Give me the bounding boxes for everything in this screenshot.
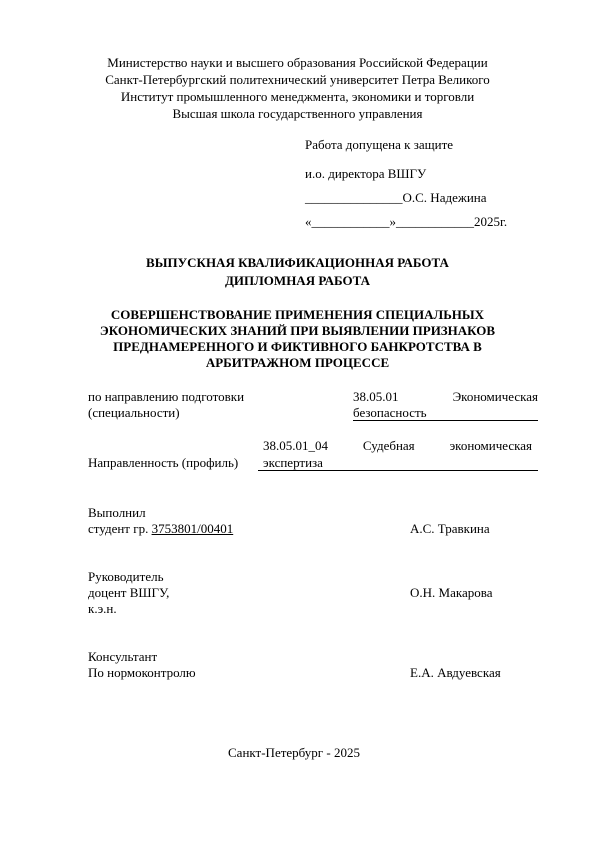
supervisor-role: Руководитель xyxy=(88,569,164,584)
direction-label-line2: (специальности) xyxy=(88,405,180,420)
direction-label-line1: по направлению подготовки xyxy=(88,389,245,404)
student-group-line xyxy=(88,521,233,537)
approval-signature-line xyxy=(305,190,487,206)
consultant-area: По нормоконтролю xyxy=(88,665,196,680)
date-day-blank: ____________ xyxy=(311,214,390,229)
university-line: Санкт-Петербургский политехнический университет Петра Великого xyxy=(105,72,490,87)
school-line: Высшая школа государственного управления xyxy=(172,106,423,121)
supervisor-degree: к.э.н. xyxy=(88,601,117,616)
date-close-quote: » xyxy=(389,214,396,229)
student-name: А.С. Травкина xyxy=(410,521,490,536)
direction-name-word1: Экономическая xyxy=(452,389,538,404)
thesis-title-line1: СОВЕРШЕНСТВОВАНИЕ ПРИМЕНЕНИЯ СПЕЦИАЛЬНЫХ xyxy=(110,307,485,322)
signature-blank: _______________ xyxy=(305,190,403,205)
work-type-line2: ДИПЛОМНАЯ РАБОТА xyxy=(224,273,371,288)
work-type-line1: ВЫПУСКНАЯ КВАЛИФИКАЦИОННАЯ РАБОТА xyxy=(146,255,449,270)
supervisor-name: О.Н. Макарова xyxy=(410,585,493,600)
approval-admitted: Работа допущена к защите xyxy=(305,137,454,152)
consultant-name: Е.А. Авдуевская xyxy=(410,665,501,680)
profile-underline xyxy=(258,470,538,471)
profile-name-word2: экономическая xyxy=(449,438,532,453)
profile-label: Направленность (профиль) xyxy=(88,455,239,470)
approval-date-line xyxy=(305,214,507,230)
direction-underline xyxy=(353,420,538,421)
student-group-number: 3753801/00401 xyxy=(151,521,234,536)
student-role: Выполнил xyxy=(88,505,146,520)
profile-code: 38.05.01_04 xyxy=(263,438,328,453)
city-year: Санкт-Петербург - 2025 xyxy=(228,745,360,760)
profile-name-word1: Судебная xyxy=(362,438,415,453)
institute-line: Институт промышленного менеджмента, экономики и торговли xyxy=(120,89,475,104)
direction-name-word2: безопасность xyxy=(353,405,427,420)
approval-position: и.о. директора ВШГУ xyxy=(305,166,427,181)
approval-signatory: О.С. Надежина xyxy=(402,190,487,205)
supervisor-position: доцент ВШГУ, xyxy=(88,585,170,600)
direction-value-line1 xyxy=(353,389,538,405)
consultant-role: Консультант xyxy=(88,649,158,664)
thesis-title-line3: ПРЕДНАМЕРЕННОГО И ФИКТИВНОГО БАНКРОТСТВА В xyxy=(113,339,482,354)
date-open-quote: « xyxy=(305,214,312,229)
date-month-blank: ____________ xyxy=(396,214,474,229)
direction-code: 38.05.01 xyxy=(353,389,399,404)
student-group-prefix: студент гр. xyxy=(88,521,149,536)
thesis-title-line4: АРБИТРАЖНОМ ПРОЦЕССЕ xyxy=(205,355,390,370)
profile-name-word3: экспертиза xyxy=(263,455,323,470)
date-year: 2025г. xyxy=(474,214,508,229)
thesis-title-line2: ЭКОНОМИЧЕСКИХ ЗНАНИЙ ПРИ ВЫЯВЛЕНИИ ПРИЗНАКОВ xyxy=(99,323,496,338)
profile-value-line1 xyxy=(263,438,532,454)
ministry-line: Министерство науки и высшего образования Российской Федерации xyxy=(107,55,488,70)
